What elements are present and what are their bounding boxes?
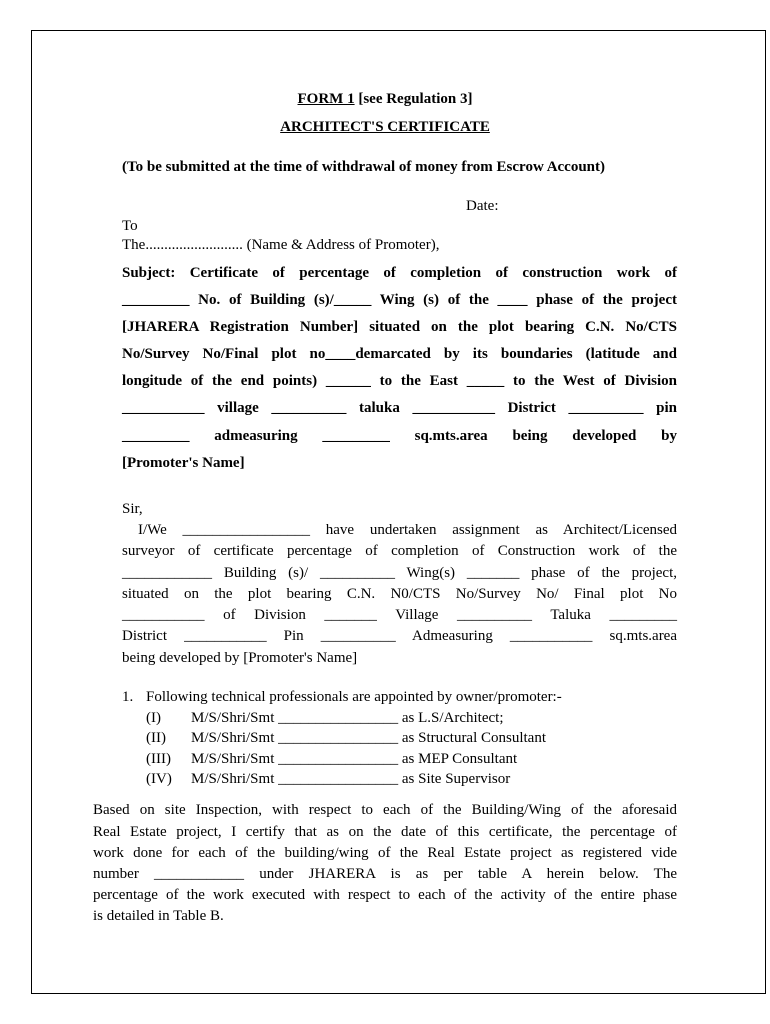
certificate-title: ARCHITECT'S CERTIFICATE	[280, 119, 490, 135]
inspection-line: is detailed in Table B.	[93, 908, 224, 924]
list-number: 1.	[122, 689, 134, 705]
professional-item: M/S/Shri/Smt ________________ as Structural Consultant	[191, 730, 547, 746]
professional-numeral: (IV)	[146, 771, 172, 787]
regulation-reference: [see Regulation 3]	[354, 91, 473, 107]
professional-item: M/S/Shri/Smt ________________ as L.S/Architect;	[191, 710, 504, 726]
inspection-line: Based on site Inspection, with respect to each of the Building/Wing of the aforesaid	[93, 802, 677, 818]
date-label: Date:	[466, 198, 499, 214]
subject-line: ___________ village __________ taluka ___________ District __________ pin	[122, 400, 677, 416]
body-line: being developed by [Promoter's Name]	[122, 650, 358, 666]
professional-numeral: (II)	[146, 730, 166, 746]
professional-numeral: (III)	[146, 751, 171, 767]
body-line: ___________ of Division _______ Village __________ Taluka _________	[122, 607, 677, 623]
subject-line: longitude of the end points) ______ to the East _____ to the West of Division	[122, 373, 677, 389]
subject-line: _________ No. of Building (s)/_____ Wing (s) of the ____ phase of the project	[122, 292, 677, 308]
body-line: District ___________ Pin __________ Admeasuring ___________ sq.mts.area	[122, 628, 677, 644]
form-heading	[0, 90, 770, 108]
form-title: FORM 1	[297, 91, 355, 107]
inspection-line: work done for each of the building/wing of the Real Estate project as registered vide	[93, 845, 677, 861]
salutation: Sir,	[122, 501, 143, 517]
subject-line: [Promoter's Name]	[122, 455, 245, 471]
promoter-address: The.......................... (Name & Address of Promoter),	[122, 237, 440, 253]
address-to: To	[122, 218, 138, 234]
inspection-line: percentage of the work executed with respect to each of the activity of the entire phase	[93, 887, 677, 903]
body-line: surveyor of certificate percentage of completion of Construction work of the	[122, 543, 677, 559]
body-line: ____________ Building (s)/ __________ Wing(s) _______ phase of the project,	[122, 565, 677, 581]
professional-numeral: (I)	[146, 710, 161, 726]
subject-line: _________ admeasuring _________ sq.mts.area being developed by	[122, 428, 677, 444]
professional-item: M/S/Shri/Smt ________________ as Site Supervisor	[191, 771, 511, 787]
inspection-line: Real Estate project, I certify that as on the date of this certificate, the percentage of	[93, 824, 677, 840]
subject-line: No/Survey No/Final plot no____demarcated by its boundaries (latitude and	[122, 346, 677, 362]
subject-line: Subject: Certificate of percentage of completion of construction work of	[122, 265, 677, 281]
professionals-intro: Following technical professionals are appointed by owner/promoter:-	[146, 689, 562, 705]
inspection-line: number ____________ under JHARERA is as per table A herein below. The	[93, 866, 677, 882]
body-line: I/We _________________ have undertaken assignment as Architect/Licensed	[138, 522, 677, 538]
submission-note: (To be submitted at the time of withdrawal of money from Escrow Account)	[122, 159, 606, 175]
body-line: situated on the plot bearing C.N. N0/CTS No/Survey No/ Final plot No	[122, 586, 677, 602]
professional-item: M/S/Shri/Smt ________________ as MEP Consultant	[191, 751, 518, 767]
subject-line: [JHARERA Registration Number] situated on the plot bearing C.N. No/CTS	[122, 319, 677, 335]
